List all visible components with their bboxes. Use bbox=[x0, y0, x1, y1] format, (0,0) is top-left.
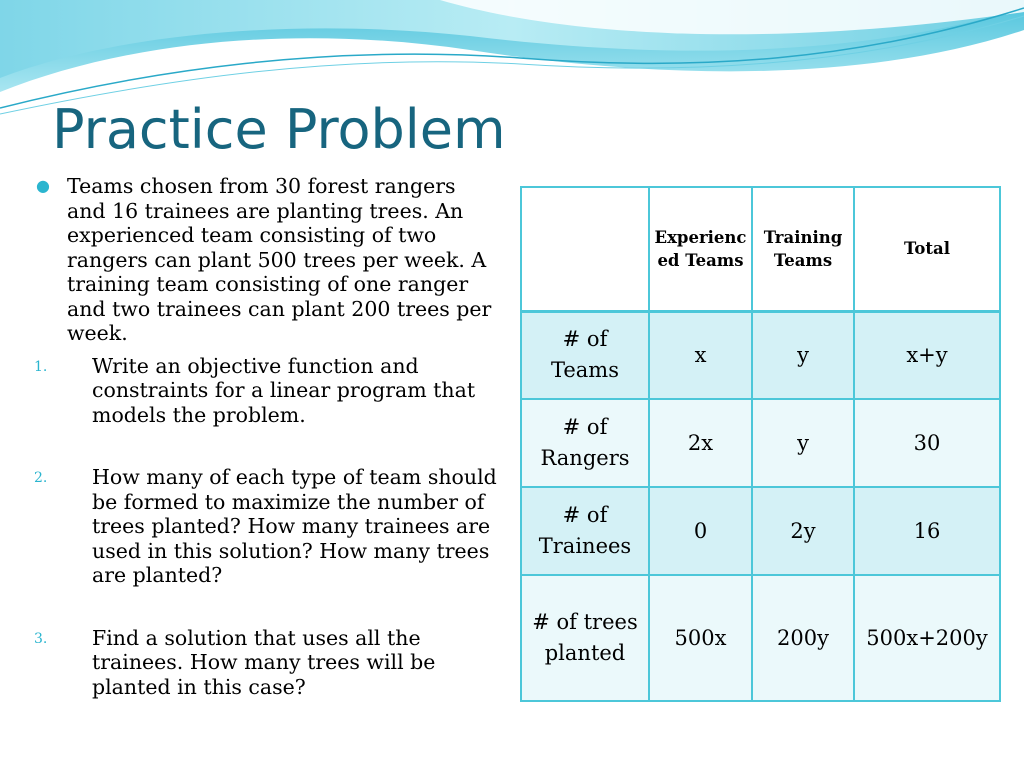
question-text: Find a solution that uses all the trainees. How many trees will be planted in this case? bbox=[92, 625, 436, 699]
problem-text bbox=[36, 174, 498, 699]
intro-text: Teams chosen from 30 forest rangers and 16 trainees are planting trees. An experienced team consisting of two rangers can plant 500 trees per week. A training team consisting of one ranger and two trainees can plant 200 trees per week. bbox=[67, 174, 492, 345]
table-cell: 30 bbox=[854, 399, 1000, 487]
table-cell: 16 bbox=[854, 487, 1000, 575]
question-number: 3. bbox=[34, 630, 48, 647]
row-label: # of trees planted bbox=[521, 575, 649, 701]
table-cell: 0 bbox=[649, 487, 752, 575]
header-cell: Training Teams bbox=[752, 187, 854, 311]
table-cell: x+y bbox=[854, 311, 1000, 399]
table-cell: y bbox=[752, 399, 854, 487]
table-row bbox=[521, 399, 1000, 487]
table-row bbox=[521, 311, 1000, 399]
table-cell: 2x bbox=[649, 399, 752, 487]
question-item bbox=[36, 465, 498, 588]
bullet-dot-icon: ● bbox=[36, 176, 50, 195]
data-table bbox=[520, 186, 1001, 702]
slide-title: Practice Problem bbox=[52, 98, 506, 161]
question-text: How many of each type of team should be formed to maximize the number of trees planted? How many trainees are used in this solution? How many trees are planted? bbox=[92, 465, 497, 587]
question-number: 2. bbox=[34, 470, 48, 486]
question-item bbox=[36, 354, 498, 428]
header-cell: Total bbox=[854, 187, 1000, 311]
table-cell: 200y bbox=[752, 575, 854, 701]
row-label: # of Teams bbox=[521, 311, 649, 399]
table-cell: 500x bbox=[649, 575, 752, 701]
question-text: Write an objective function and constraints for a linear program that models the problem. bbox=[92, 353, 476, 427]
table-cell: 500x+200y bbox=[854, 575, 1000, 701]
table-row bbox=[521, 487, 1000, 575]
table-cell: 2y bbox=[752, 487, 854, 575]
table-cell: x bbox=[649, 311, 752, 399]
intro-paragraph bbox=[36, 174, 498, 346]
header-cell: Experienced Teams bbox=[649, 187, 752, 311]
row-label: # of Rangers bbox=[521, 399, 649, 487]
table-cell: y bbox=[752, 311, 854, 399]
header-cell bbox=[521, 187, 649, 311]
row-label: # of Trainees bbox=[521, 487, 649, 575]
table-header-row bbox=[521, 187, 1000, 311]
question-number: 1. bbox=[34, 358, 48, 375]
table-row bbox=[521, 575, 1000, 701]
question-item bbox=[36, 626, 498, 700]
